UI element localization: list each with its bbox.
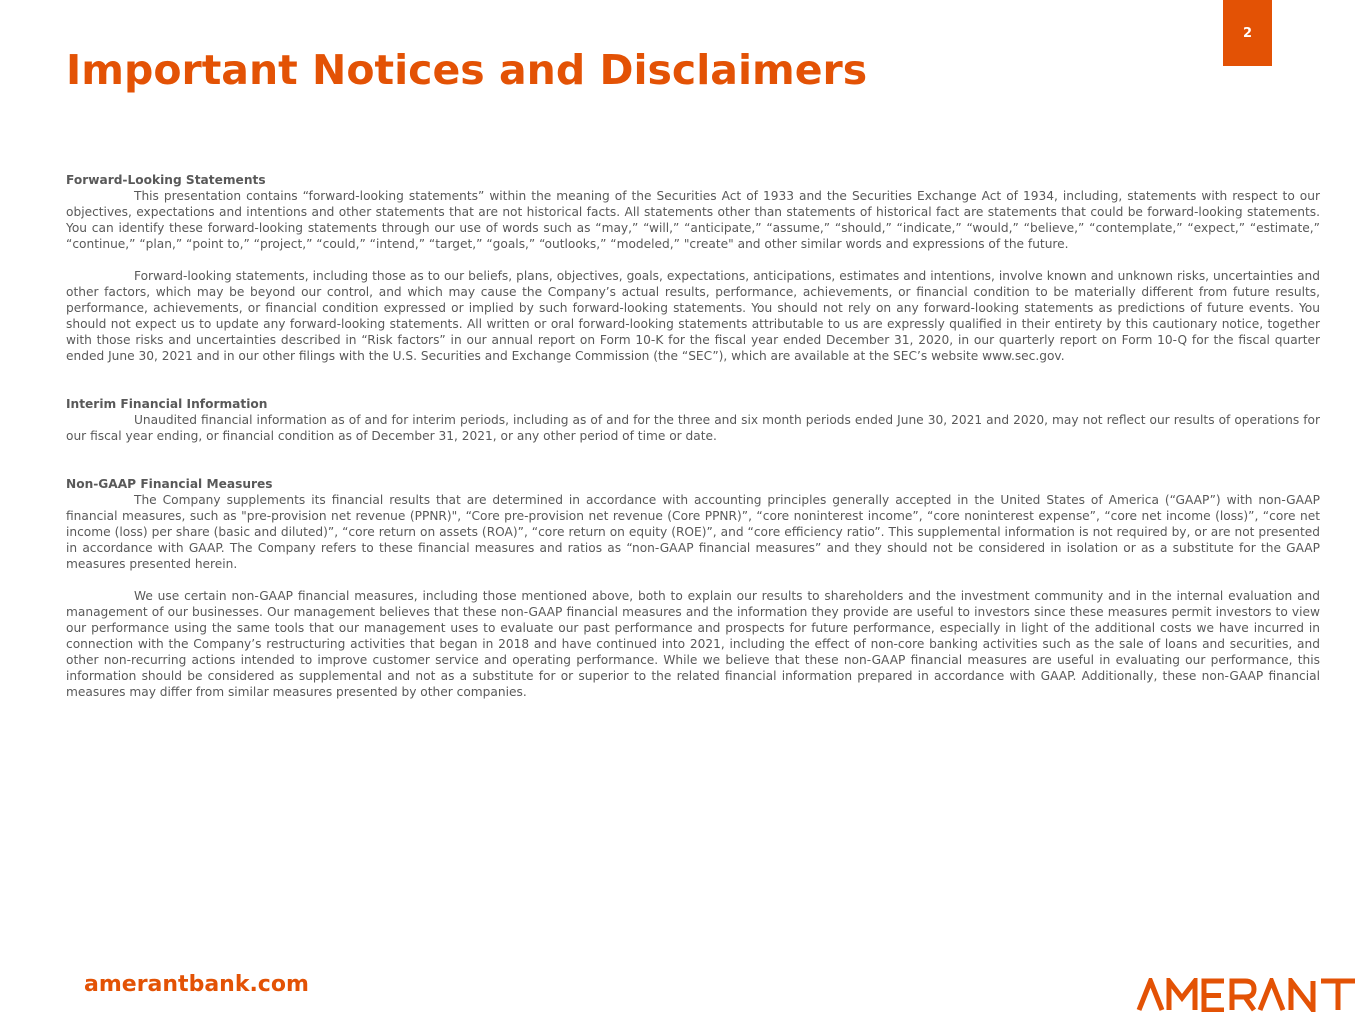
non-gaap-paragraph-2: We use certain non-GAAP financial measures, including those mentioned above, both to explain our results to shareholders and the investment community and in the internal evaluation and management of our businesses. Our management believes that these non-GAAP financial measures and the information they provide are useful to investors since these measures permit investors to view our performance using the same tools that our management uses to evaluate our past performance and prospects for future performance, especially in light of the additional costs we have incurred in connection with the Company’s restructuring activities that began in 2018 and have continued into 2021, including the effect of non-core banking activities such as the sale of loans and securities, and other non-recurring actions intended to improve customer service and operating performance. While we believe that these non-GAAP financial measures are useful in evaluating our performance, this information should be considered as supplemental and not as a substitute for or superior to the related financial information prepared in accordance with GAAP. Additionally, these non-GAAP financial measures may differ from similar measures presented by other companies. [66,589,1320,699]
logo-letter-e [1204,981,1224,1010]
logo-letter-n [1291,981,1313,1010]
logo-letter-a [1139,981,1162,1010]
amerant-logo [1136,978,1358,1012]
disclaimer-content [66,172,1320,700]
page-number-badge [1223,0,1272,66]
logo-letter-r [1232,981,1254,1010]
logo-letter-m [1169,981,1195,1010]
forward-looking-paragraph-1: This presentation contains “forward-looking statements” within the meaning of the Securities Act of 1933 and the Securities Exchange Act of 1934, including, statements with respect to our objectives, expectations and intentions and other statements that are not historical facts. All statements other than statements of historical fact are statements that could be forward-looking statements. You can identify these forward-looking statements through our use of words such as “may,” “will,” “anticipate,” “assume,” “should,” “indicate,” “would,” “believe,” “contemplate,” “expect,” “estimate,” “continue,” “plan,” “point to,” “project,” “could,” “intend,” “target,” “goals,” “outlooks,” “modeled,” "create" and other similar words and expressions of the future. [66,189,1320,251]
non-gaap-paragraph-1: The Company supplements its financial results that are determined in accordance with accounting principles generally accepted in the United States of America (“GAAP”) with non-GAAP financial measures, such as "pre-provision net revenue (PPNR)", “Core pre-provision net revenue (Core PPNR)”, “core noninterest income”, “core noninterest expense”, “core net income (loss)”, “core net income (loss) per share (basic and diluted)”, “core return on assets (ROA)”, “core return on equity (ROE)”, and “core efficiency ratio”. This supplemental information is not required by, or are not presented in accordance with GAAP. The Company refers to these financial measures and ratios as “non-GAAP financial measures” and they should not be considered in isolation or as a substitute for the GAAP measures presented herein. [66,493,1320,571]
page-number: 2 [1242,25,1253,41]
interim-financial-heading: Interim Financial Information [66,397,268,411]
non-gaap-heading: Non-GAAP Financial Measures [66,477,273,491]
interim-financial-paragraph: Unaudited financial information as of and for interim periods, including as of and for the three and six month periods ended June 30, 2021 and 2020, may not reflect our results of operations for our fiscal year ending, or financial condition as of December 31, 2021, or any other period of time or date. [66,413,1320,443]
footer-website-link[interactable]: amerantbank.com [84,972,309,997]
forward-looking-paragraph-2: Forward-looking statements, including those as to our beliefs, plans, objectives, goals, expectations, anticipations, estimates and intentions, involve known and unknown risks, uncertainties and other factors, which may be beyond our control, and which may cause the Company’s actual results, performance, achievements, or financial condition to be materially different from future results, performance, achievements, or financial condition expressed or implied by such forward-looking statements. You should not rely on any forward-looking statements as predictions of future events. You should not expect us to update any forward-looking statements. All written or oral forward-looking statements attributable to us are expressly qualified in their entirety by this cautionary notice, together with those risks and uncertainties described in “Risk factors” in our annual report on Form 10-K for the fiscal year ended December 31, 2020, in our quarterly report on Form 10-Q for the fiscal quarter ended June 30, 2021 and in our other filings with the U.S. Securities and Exchange Commission (the “SEC”), which are available at the SEC’s website www.sec.gov. [66,269,1320,363]
forward-looking-heading: Forward-Looking Statements [66,173,266,187]
page-title: Important Notices and Disclaimers [66,46,868,94]
logo-letter-a-2 [1260,981,1283,1010]
logo-letter-t [1321,981,1355,1010]
